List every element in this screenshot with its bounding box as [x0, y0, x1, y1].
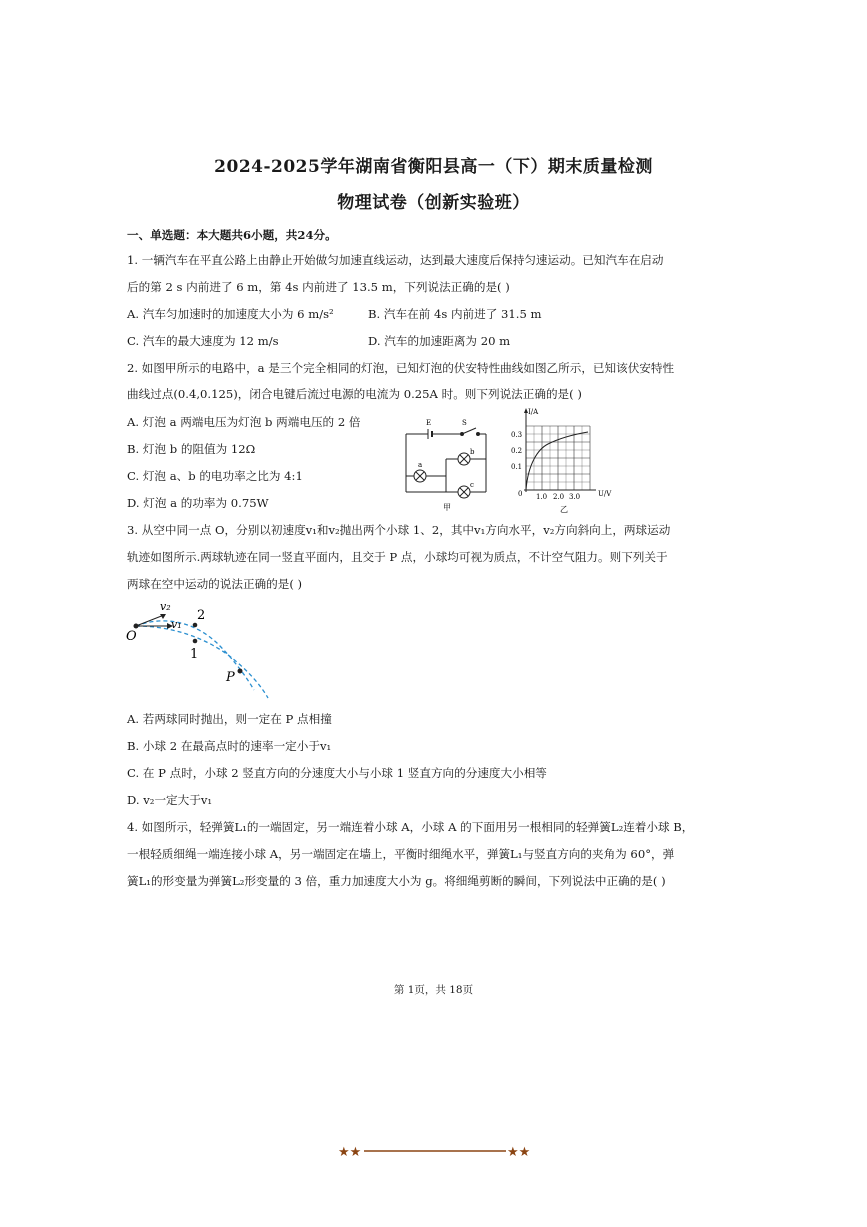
- xtick-2: 2.0: [553, 493, 565, 501]
- page-footer: 第 1页，共 18页: [393, 984, 474, 996]
- label-v1: v₁: [171, 618, 182, 631]
- section-heading: 一、单选题：本大题共6小题，共24分。: [127, 228, 337, 242]
- footer-decoration: [338, 1141, 533, 1161]
- q2-option-a: A. 灯泡 a 两端电压为灯泡 b 两端电压的 2 倍: [127, 415, 361, 429]
- figure-label-jia: 甲: [443, 503, 451, 512]
- label-v2: v₂: [160, 600, 171, 613]
- q3-option-a: A. 若两球同时抛出，则一定在 P 点相撞: [127, 712, 332, 726]
- label-o: O: [126, 629, 137, 644]
- label-p: P: [226, 670, 235, 685]
- ytick-0-1: 0.1: [511, 463, 523, 471]
- figure-label-yi: 乙: [560, 505, 568, 514]
- iv-curve: [526, 432, 588, 490]
- q1-option-a: A. 汽车匀加速时的加速度大小为 6 m/s²: [127, 307, 334, 321]
- star-icon: ★★: [338, 1145, 362, 1160]
- graph-origin: 0: [518, 490, 523, 498]
- battery-label: E: [426, 419, 432, 427]
- switch-label: S: [462, 419, 467, 427]
- xtick-1: 1.0: [536, 493, 548, 501]
- exam-subtitle: 物理试卷（创新实验班）: [337, 193, 530, 213]
- ball-1: [193, 639, 198, 644]
- ytick-0-3: 0.3: [511, 431, 523, 439]
- q4-stem-line1: 4. 如图所示，轻弹簧L₁的一端固定，另一端连着小球 A，小球 A 的下面用另一根相同的轻弹簧L₂连着小球 B，: [127, 820, 694, 834]
- q2-option-c: C. 灯泡 a、b 的电功率之比为 4:1: [127, 469, 303, 483]
- q3-stem-line1: 3. 从空中同一点 O，分别以初速度v₁和v₂抛出两个小球 1、2，其中v₁方向水平，v₂方向斜向上，两球运动: [127, 523, 671, 537]
- q2-stem-line1: 2. 如图甲所示的电路中，a 是三个完全相同的灯泡，已知灯泡的伏安特性曲线如图乙所示，已知该伏安特性: [127, 361, 675, 375]
- q1-option-d: D. 汽车的加速距离为 20 m: [368, 334, 511, 348]
- lamp-a-label: a: [418, 461, 423, 469]
- q4-stem-line2: 一根轻质细绳一端连接小球 A，另一端固定在墙上，平衡时细绳水平，弹簧L₁与竖直方向的夹角为 60°，弹: [127, 847, 675, 861]
- graph-ylabel: I/A: [528, 408, 539, 416]
- q1-option-b: B. 汽车在前 4s 内前进了 31.5 m: [368, 307, 542, 321]
- q1-stem-line2: 后的第 2 s 内前进了 6 m，第 4s 内前进了 13.5 m，下列说法正确的是( ): [127, 280, 510, 294]
- ytick-0-2: 0.2: [511, 447, 523, 455]
- q3-stem-line3: 两球在空中运动的说法正确的是( ): [127, 577, 303, 591]
- exam-title: 2024-2025学年湖南省衡阳县高一（下）期末质量检测: [214, 157, 653, 177]
- q4-stem-line3: 簧L₁的形变量为弹簧L₂形变量的 3 倍，重力加速度大小为 g。将细绳剪断的瞬间，下列说法中正确的是( ): [127, 874, 666, 888]
- label-ball-2: 2: [197, 608, 206, 623]
- q3-option-c: C. 在 P 点时，小球 2 竖直方向的分速度大小与小球 1 竖直方向的分速度大小相等: [127, 766, 547, 780]
- lamp-b-label: b: [470, 448, 475, 456]
- q1-option-c: C. 汽车的最大速度为 12 m/s: [127, 334, 279, 348]
- point-p: [238, 669, 243, 674]
- q2-stem-line2: 曲线过点(0.4,0.125)，闭合电键后流过电源的电流为 0.25A 时。则下列说法正确的是( ): [127, 387, 582, 401]
- q3-stem-line2: 轨迹如图所示.两球轨迹在同一竖直平面内，且交于 P 点，小球均可视为质点，不计空气阻力。则下列关于: [127, 550, 668, 564]
- q2-figure: [398, 404, 618, 514]
- q2-option-d: D. 灯泡 a 的功率为 0.75W: [127, 496, 269, 510]
- q1-stem-line1: 1. 一辆汽车在平直公路上由静止开始做匀加速直线运动，达到最大速度后保持匀速运动。已知汽车在启动: [127, 253, 664, 267]
- q3-projectile-figure: [122, 598, 272, 704]
- trajectory-ball-1: [136, 626, 268, 698]
- star-icon: ★★: [507, 1145, 531, 1160]
- ball-2: [193, 623, 198, 628]
- q3-option-d: D. v₂一定大于v₁: [127, 793, 213, 807]
- point-o: [134, 624, 139, 629]
- q2-option-b: B. 灯泡 b 的阻值为 12Ω: [127, 442, 256, 456]
- iv-graph: [524, 408, 596, 492]
- graph-xlabel: U/V: [598, 490, 612, 498]
- lamp-c-label: c: [470, 481, 474, 489]
- label-ball-1: 1: [190, 647, 199, 662]
- q3-option-b: B. 小球 2 在最高点时的速率一定小于v₁: [127, 739, 332, 753]
- xtick-3: 3.0: [569, 493, 581, 501]
